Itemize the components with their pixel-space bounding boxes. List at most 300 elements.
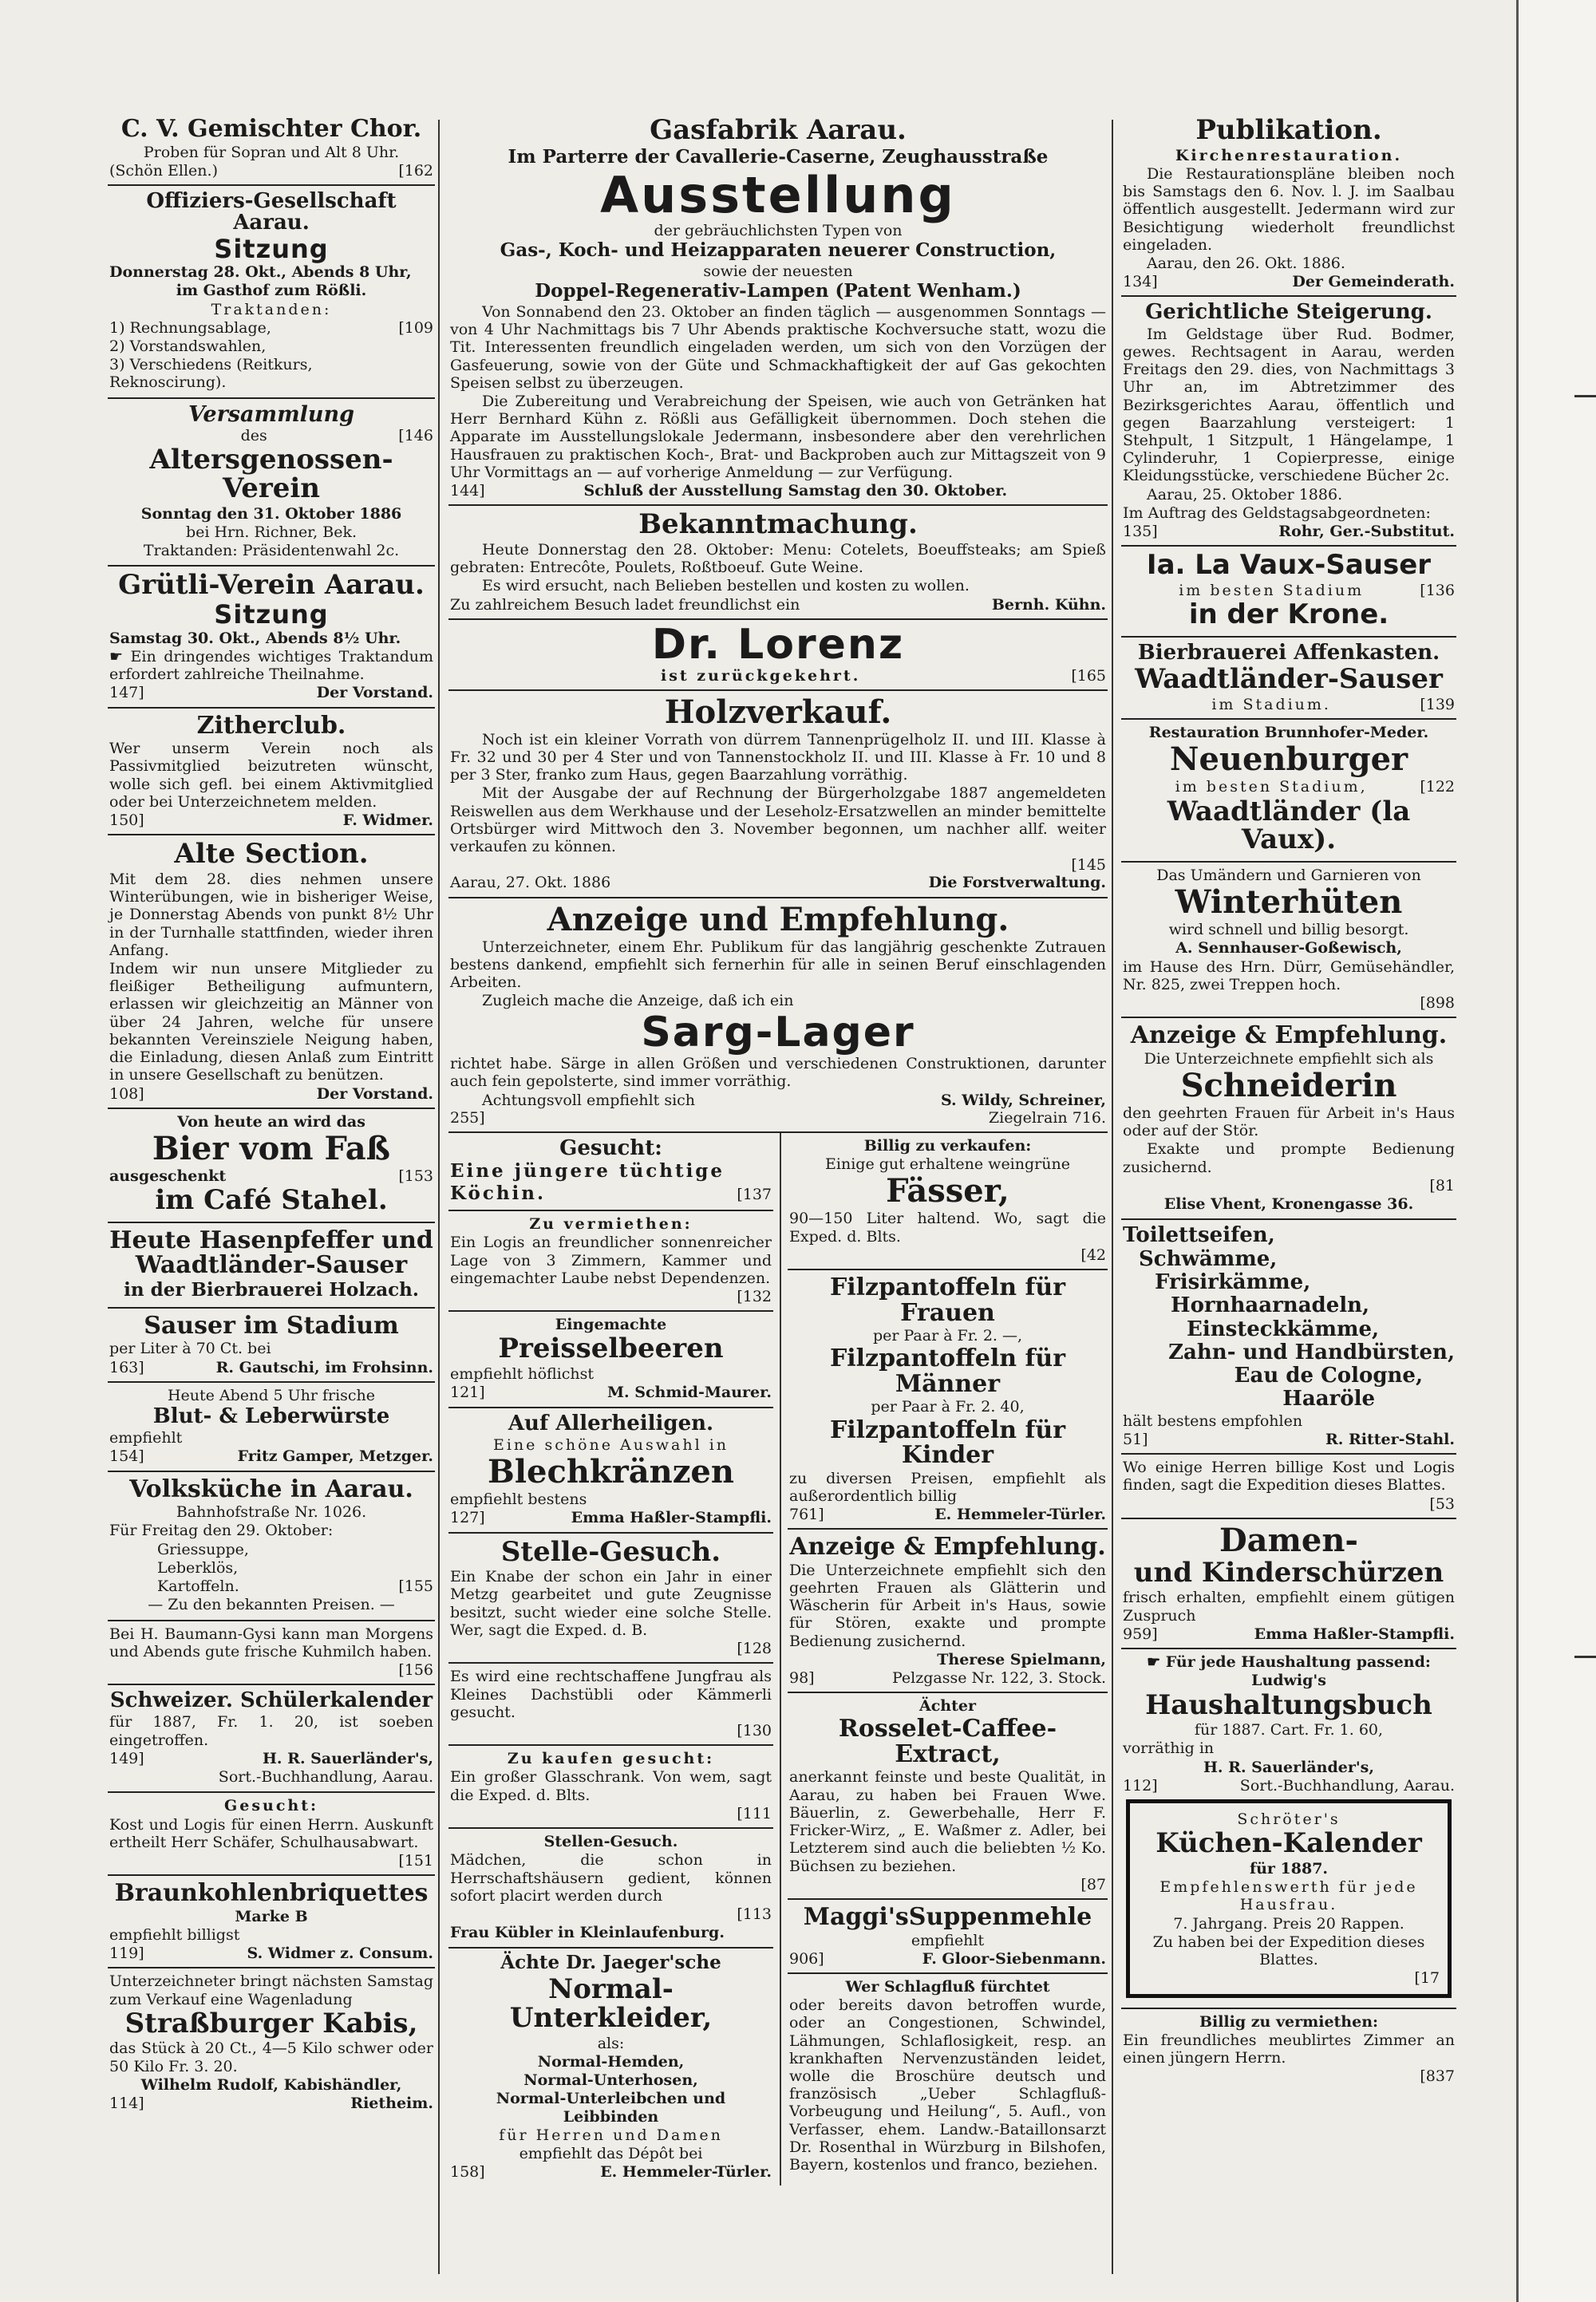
ad-headline: Sarg-Lager — [641, 1008, 915, 1056]
ad-text: Die Unterzeichnete empfiehlt sich als — [1144, 1049, 1434, 1068]
ad-text: Die Unterzeichnete empfiehlt sich den geehrten Frauen als Glätterin und Wäscherin für Arbeit in's Haus, sowie für Stören, exakte und prompte Bedienung zusichernd. — [789, 1561, 1106, 1650]
ad-signature: E. Hemmeler-Türler. — [934, 1506, 1106, 1523]
ad-text: Mädchen, die schon in Herrschaftshäusern gedient, können sofort placirt werden durch — [450, 1851, 772, 1905]
ad-caffee-extract — [788, 1693, 1108, 1900]
ad-heading: Billig zu verkaufen: — [863, 1137, 1032, 1155]
ad-text: ist zurückgekehrt. — [661, 666, 861, 685]
ad-number: 149] — [109, 1749, 144, 1767]
ad-number: [162 — [398, 161, 433, 180]
ad-text: 7. Jahrgang. Preis 20 Rappen. — [1173, 1914, 1404, 1933]
ad-text: Pelzgasse Nr. 122, 3. Stock. — [891, 1669, 1106, 1688]
ad-winterhueten — [1121, 863, 1456, 1018]
ad-briquettes — [108, 1876, 435, 1968]
ad-text: per Liter à 70 Ct. bei — [109, 1340, 271, 1358]
ad-signature: Elise Vhent, Kronengasse 36. — [1163, 1195, 1414, 1214]
ad-title: Blechkränzen — [488, 1453, 734, 1491]
ad-text: für Herren und Damen — [499, 2126, 723, 2144]
ad-signature: Wilhelm Rudolf, Kabishändler, — [140, 2075, 402, 2094]
ad-text: sowie der neuesten — [703, 262, 853, 280]
ad-bier — [108, 1109, 435, 1223]
ad-faesser — [788, 1133, 1108, 1270]
ad-text: im besten Stadium, — [1175, 778, 1368, 796]
ad-text: Im Geldstage über Rud. Bodmer, gewes. Rechtsagent in Aarau, werden Freitags den 29. dies, von Nachmittags 3 Uhr an, im Abtretzimmer des Bezirksgerichtes Aarau, öffentlich und gegen Baarzahlung versteigert: 1 Stehpult, 1 Sitzpult, 1 Hängelampe, 1 Cylinderuhr, 1 Copierpresse, einige Kleidungsstücke, verschiedene Bücher 2c. — [1123, 325, 1455, 485]
ad-number: [139 — [1420, 695, 1455, 713]
ad-text: Ächte Dr. Jaeger'sche — [500, 1952, 721, 1974]
ad-number: [153 — [398, 1167, 433, 1185]
ad-title: Braunkohlenbriquettes — [114, 1879, 429, 1908]
ad-leberwurst — [108, 1383, 435, 1472]
ad-title: Schwämme, — [1139, 1246, 1278, 1271]
ad-text: im Stadium. — [1211, 695, 1331, 713]
column-middle — [448, 112, 1108, 2282]
ad-text: per Paar à Fr. 2. —, — [872, 1327, 1023, 1345]
ad-vaux-sauser — [1121, 547, 1456, 638]
ad-affenkasten — [1121, 638, 1456, 720]
adjacent-page-edge — [1516, 0, 1596, 2302]
column-left — [108, 112, 435, 2282]
ad-title: Alte Section. — [174, 838, 369, 871]
ad-text: im Gasthof zum Rößli. — [176, 282, 367, 300]
ad-number: [151 — [398, 1851, 433, 1870]
ad-text: Kost und Logis für einen Herrn. Auskunft ertheilt Herr Schäfer, Schulhausabwart. — [109, 1815, 433, 1851]
ad-text: Marke B — [235, 1907, 308, 1925]
ad-text: anerkannt feinste und beste Qualität, in Aarau, zu haben bei Frauen Wwe. Bäuerlin, z. Gewerbehalle, Herr F. Fricker-Wirz, „ E. Waßmer z. Adler, bei Letzterem sind auch die beliebten ½ Ko. Büchsen zu beziehen. — [789, 1768, 1106, 1875]
ad-text: Mit der Ausgabe der auf Rechnung der Bürgerholzgabe 1887 angemeldeten Reiswellen aus dem Werkhause und der Leseholz-Ersatzwellen an minder bemittelte Ortsbürger wird Mittwoch den 3. November begonnen, um nachher allf. weiter verkaufen zu können. — [450, 784, 1106, 856]
ad-number: [17 — [1414, 1969, 1440, 1988]
ad-text: Ein Knabe der schon ein Jahr in einer Metzg gearbeitet und gute Zeugnisse besitzt, sucht wieder eine solche Stelle. Wer, sagt die Exped. d. B. — [450, 1568, 772, 1639]
ad-number: [156 — [398, 1660, 433, 1679]
ad-number: 761] — [789, 1506, 824, 1523]
ad-number: [130 — [737, 1721, 772, 1739]
ad-text: Köchin. — [450, 1183, 547, 1205]
ad-number: 119] — [109, 1945, 144, 1963]
ad-text: Aarau, 27. Okt. 1886 — [450, 874, 611, 892]
ad-signature: S. Wildy, Schreiner, — [940, 1091, 1106, 1109]
ad-number: 154] — [109, 1447, 144, 1466]
ad-number: [898 — [1420, 994, 1455, 1013]
ad-heading: Versammlung — [188, 401, 355, 427]
ad-text: Indem wir nun unsere Mitglieder zu fleißiger Betheiligung aufmuntern, erlassen wir gleichzeitig an Männer von über 24 Jahren, welche für unsere bekannten Vereinsziele Neigung haben, die Einladung, diesen Anlaß zum Eintritt in unsere Gesellschaft zu benützen. — [109, 960, 433, 1084]
divider — [1574, 395, 1596, 397]
ad-text: Zu zahlreichem Besuch ladet freundlichst ein — [450, 595, 800, 614]
ad-kost-logis — [1121, 1455, 1456, 1519]
ad-filzpantoffeln — [788, 1270, 1108, 1530]
ad-number: [111 — [737, 1804, 772, 1822]
ad-signature: F. Gloor-Siebenmann. — [922, 1949, 1106, 1968]
ad-text: Es wird eine rechtschaffene Jungfrau als Kleines Dachstübli oder Kämmerli gesucht. — [450, 1668, 772, 1721]
ad-text: Doppel-Regenerativ-Lampen (Patent Wenham.) — [535, 280, 1021, 302]
ad-text: Traktanden: Präsidentenwahl 2c. — [143, 542, 400, 560]
ad-text: Leberklös, — [157, 1558, 239, 1577]
ad-number: [146 — [398, 427, 433, 445]
ad-text: Eine jüngere tüchtige — [450, 1160, 725, 1183]
ad-number: 147] — [109, 684, 144, 702]
ad-versammlung — [108, 399, 435, 567]
ad-text: zu diversen Preisen, empfiehlt als außerordentlich billig — [789, 1469, 1106, 1505]
ad-text: Eine schöne Auswahl in — [492, 1435, 729, 1454]
ad-text: Wer unserm Verein noch als Passivmitglied beizutreten wünscht, wolle sich gefl. bei einem Aktivmitglied oder bei Unterzeichnetem melden. — [109, 740, 433, 811]
ad-text: Normal-Hemden, — [537, 2052, 685, 2071]
ad-schlagfluss — [788, 1974, 1108, 2179]
ad-signature: Rohr, Ger.-Substitut. — [1278, 523, 1455, 541]
ad-signature: Therese Spielmann, — [937, 1650, 1106, 1668]
ad-title: im Café Stahel. — [155, 1184, 388, 1217]
ad-normalunterkleider — [448, 1949, 773, 2186]
ad-title: Küchen-Kalender — [1156, 1827, 1422, 1860]
ad-text: Griessuppe, — [157, 1540, 249, 1558]
ad-number: [53 — [1429, 1495, 1455, 1513]
ad-title: Zitherclub. — [196, 711, 346, 740]
ad-title: Ia. La Vaux-Sauser — [1146, 549, 1432, 582]
ad-heading: Gesucht: — [224, 1797, 318, 1815]
ad-signature: Fritz Gamper, Metzger. — [237, 1447, 433, 1466]
ad-text: der gebräuchlichsten Typen von — [654, 221, 903, 239]
ad-title: Normal-Unterkleider, — [509, 1973, 713, 2034]
ad-number: 959] — [1123, 1625, 1158, 1643]
ad-number: [87 — [1080, 1875, 1106, 1893]
ad-signature: Bernh. Kühn. — [991, 595, 1106, 614]
ad-signature: Die Forstverwaltung. — [928, 874, 1106, 892]
ad-text: als: — [597, 2034, 625, 2052]
ad-text: ausgeschenkt — [109, 1167, 227, 1185]
ad-bekanntmachung — [448, 506, 1108, 620]
divider — [1574, 1656, 1596, 1658]
ad-text: Traktanden: — [211, 300, 332, 318]
ad-title: C. V. Gemischter Chor. — [120, 115, 422, 143]
ad-title: Preisselbeeren — [498, 1333, 724, 1365]
ad-text: Sort.-Buchhandlung, Aarau. — [1239, 1776, 1455, 1795]
ad-title: Filzpantoffeln für Kinder — [829, 1416, 1066, 1470]
ad-title: Holzverkauf. — [664, 693, 892, 731]
ad-title: Blut- & Leberwürste — [152, 1404, 390, 1428]
ad-text: wird schnell und billig besorgt. — [1168, 921, 1409, 939]
ad-heading: Stellen-Gesuch. — [543, 1833, 678, 1851]
ad-text: Schröter's — [1237, 1810, 1341, 1829]
ad-number: [136 — [1420, 582, 1455, 600]
ad-title: Anzeige und Empfehlung. — [547, 900, 1009, 938]
ad-chor — [108, 112, 435, 186]
ad-title: Gerichtliche Steigerung. — [1145, 300, 1432, 325]
ad-heading: Sitzung — [214, 233, 329, 264]
ad-heading: Billig zu vermiethen: — [1199, 2012, 1379, 2031]
ad-signature: Emma Haßler-Stampfli. — [1254, 1625, 1455, 1643]
ad-text: Ludwig's — [1251, 1672, 1326, 1690]
ad-title: Schneiderin — [1180, 1067, 1397, 1104]
ad-title: Bekanntmachung. — [638, 508, 918, 541]
ad-text: Ziegelrain 716. — [988, 1108, 1106, 1127]
ad-title: Filzpantoffeln für Männer — [829, 1344, 1066, 1398]
ad-title: Frisirkämme, — [1155, 1269, 1311, 1294]
ad-number: 135] — [1123, 523, 1158, 541]
ad-number: [113 — [737, 1905, 772, 1923]
ad-title: Publikation. — [1195, 114, 1382, 146]
ad-zimmer — [1121, 2009, 1456, 2091]
ad-signature: H. R. Sauerländer's, — [262, 1749, 433, 1767]
ad-text: Ein freundliches meublirtes Zimmer an einen jüngern Herrn. — [1123, 2031, 1455, 2067]
column-rule-right — [1112, 120, 1113, 2274]
ad-title: Gasfabrik Aarau. — [650, 114, 907, 146]
ad-number: 134] — [1123, 273, 1158, 291]
ad-text: das Stück à 20 Ct., 4—5 Kilo schwer oder 50 Kilo Fr. 3. 20. — [109, 2039, 433, 2075]
ad-title: Bier vom Faß — [152, 1129, 391, 1167]
ad-toilettseifen — [1121, 1220, 1456, 1455]
ad-text: Normal-Unterhosen, — [523, 2071, 698, 2090]
ad-text: empfiehlt höflichst — [450, 1365, 595, 1384]
ad-title: Anzeige & Empfehlung. — [1130, 1021, 1448, 1050]
ad-signature: F. Widmer. — [342, 811, 433, 830]
ad-text: Schluß der Ausstellung Samstag den 30. Oktober. — [583, 482, 1008, 500]
ad-number: [165 — [1071, 666, 1106, 685]
ad-number: 114] — [109, 2095, 144, 2113]
ad-text: Samstag 30. Okt., Abends 8½ Uhr. — [109, 629, 401, 647]
ad-text: ☛ Ein dringendes wichtiges Traktandum erfordert zahlreiche Theilnahme. — [109, 647, 433, 684]
ad-text: oder bereits davon betroffen wurde, oder an Congestionen, Schwindel, Lähmungen, Schlaflosigkeit, resp. an krankhaften Nervenzuständen leidet, wolle die Broschüre deutsch und französisch „Ueber Schlagfluß-Vorbeugung und Heilung“, 5. Aufl., von Verfasser, ehem. Landw.-Bataillonsarzt Dr. Rosenthal in Würzburg in Bilshofen, Bayern, kostenlos und franco, beziehen. — [789, 1996, 1106, 2174]
ad-volkskueche — [108, 1472, 435, 1621]
ad-text: Unterzeichneter bringt nächsten Samstag zum Verkauf eine Wagenladung — [109, 1972, 433, 2008]
ad-title: Offiziers-Gesellschaft Aarau. — [146, 188, 397, 235]
ad-number: 150] — [109, 811, 144, 830]
ad-number: 158] — [450, 2163, 485, 2182]
ad-text: Wo einige Herren billige Kost und Logis finden, sagt die Expedition dieses Blattes. — [1123, 1459, 1455, 1495]
ad-heading: Zu vermiethen: — [529, 1215, 693, 1234]
ad-alte-section — [108, 835, 435, 1109]
ad-glasschrank — [448, 1746, 773, 1829]
ad-number: [145 — [1071, 856, 1106, 875]
ad-schneiderin — [1121, 1018, 1456, 1220]
ad-text: Heute Donnerstag den 28. Oktober: Menu: Cotelets, Boeuffsteaks; am Spieß gebraten: Entrecôte, Poulets, Roßtboeuf. Gute Weine. — [450, 541, 1106, 577]
ad-text: Aarau, 25. Oktober 1886. — [1147, 485, 1343, 503]
ad-text: Bahnhofstraße Nr. 1026. — [176, 1503, 367, 1522]
ad-title: Grütli-Verein Aarau. — [118, 569, 425, 602]
column-right — [1121, 112, 1456, 2282]
ad-title: Rosselet-Caffee-Extract, — [838, 1715, 1057, 1768]
ad-title: Anzeige & Empfehlung. — [789, 1533, 1106, 1562]
ad-title: Waadtländer-Sauser — [1135, 663, 1443, 696]
ad-text: für 1887. Cart. Fr. 1. 60, — [1194, 1721, 1384, 1739]
ad-text: 1) Rechnungsablage, — [109, 318, 271, 337]
ad-number: [137 — [737, 1186, 772, 1204]
ad-koechin — [448, 1133, 773, 1211]
ad-title: Straßburger Kabis, — [124, 2007, 418, 2039]
ad-heading: Bierbrauerei Affenkasten. — [1137, 640, 1440, 665]
ad-number: [128 — [737, 1640, 772, 1658]
ad-kabis — [108, 1968, 435, 2117]
ad-text: Sort.-Buchhandlung, Aarau. — [218, 1768, 433, 1787]
ad-text: Bei H. Baumann-Gysi kann man Morgens und Abends gute frische Kuhmilch haben. — [109, 1625, 433, 1660]
ad-text: frisch erhalten, empfiehlt einem gütigen Zuspruch — [1123, 1589, 1455, 1625]
ad-publikation — [1121, 112, 1456, 297]
ad-signature: Der Vorstand. — [316, 1084, 433, 1103]
ad-text: 3) Verschiedens (Reitkurs, Reknoscirung). — [109, 356, 313, 392]
ad-title: Volksküche in Aarau. — [129, 1475, 413, 1503]
ad-signature: R. Ritter-Stahl. — [1325, 1430, 1455, 1448]
ad-number: 127] — [450, 1509, 485, 1527]
ad-number: [81 — [1429, 1176, 1455, 1194]
ad-text: für 1887, Fr. 1. 20, ist soeben eingetroffen. — [109, 1713, 433, 1749]
ad-title: Heute Hasenpfeffer und Waadtländer-Sauser — [109, 1226, 433, 1280]
ad-number: 163] — [109, 1358, 144, 1376]
ad-holzverkauf — [448, 691, 1108, 898]
ad-title: Schweizer. Schülerkalender — [109, 1688, 433, 1713]
ad-text: Im Parterre der Cavallerie-Caserne, Zeughausstraße — [508, 145, 1049, 168]
ad-kuechenkalender-box — [1126, 1799, 1452, 1997]
ad-heading: Sitzung — [214, 599, 329, 630]
ad-text: Ächter — [919, 1697, 976, 1716]
ad-text: Donnerstag 28. Okt., Abends 8 Uhr, — [109, 263, 412, 282]
ad-text: 90—150 Liter haltend. Wo, sagt die Exped. d. Blts. — [789, 1210, 1106, 1246]
ad-title: Filzpantoffeln für Frauen — [829, 1273, 1066, 1327]
ad-signature: Der Vorstand. — [316, 684, 433, 702]
ad-text: Von heute an wird das — [177, 1112, 365, 1131]
ad-text: Gas-, Koch- und Heizapparaten neuerer Construction, — [500, 239, 1057, 261]
ad-title: Toilettseifen, — [1123, 1223, 1275, 1248]
ad-text: Für Freitag den 29. Oktober: — [109, 1522, 334, 1540]
ad-offiziers — [108, 186, 435, 399]
ad-gasfabrik — [448, 112, 1108, 506]
ad-signature: M. Schmid-Maurer. — [607, 1384, 772, 1402]
ad-title: Damen- — [1219, 1521, 1359, 1559]
ad-text: Unterzeichneter, einem Ehr. Publikum für das langjährig geschenkte Zutrauen bestens dankend, empfiehlt sich fernerhin für alle in seinen Beruf einschlagenden Arbeiten. — [450, 938, 1106, 992]
ad-title: Waadtländer (la Vaux). — [1167, 795, 1411, 856]
ad-gesucht — [108, 1793, 435, 1876]
ad-number: [109 — [398, 318, 433, 337]
ad-text: Exakte und prompte Bedienung zusichernd. — [1123, 1140, 1455, 1176]
ad-signature: R. Gautschi, im Frohsinn. — [215, 1358, 433, 1376]
ad-number: 144] — [450, 482, 485, 500]
ad-title: Maggi'sSuppenmehle — [803, 1903, 1092, 1931]
ad-number: 51] — [1123, 1430, 1148, 1448]
ad-text: empfiehlt — [109, 1429, 183, 1447]
ad-title: Eau de Cologne, — [1234, 1364, 1423, 1388]
ad-text: empfiehlt bestens — [450, 1491, 587, 1509]
ad-number: 98] — [789, 1669, 815, 1688]
ad-neuenburger — [1121, 720, 1456, 863]
ad-title: Stelle-Gesuch. — [500, 1535, 721, 1568]
ad-jungfrau — [448, 1664, 773, 1746]
ad-text: Ein großer Glasschrank. Von wem, sagt die Exped. d. Blts. — [450, 1768, 772, 1804]
ad-text: (Schön Ellen.) — [109, 161, 218, 180]
column-rule-left — [438, 120, 440, 2274]
ad-logis — [448, 1211, 773, 1312]
ad-text: Aarau, den 26. Okt. 1886. — [1147, 255, 1345, 272]
ad-heading: Zu kaufen gesucht: — [507, 1750, 715, 1768]
ad-text: Mit dem 28. dies nehmen unsere Winterübungen, wie in bisheriger Weise, je Donnerstag Abends von punkt 8½ Uhr in der Turnhalle stattfinden, wieder ihren Anfang. — [109, 870, 433, 959]
ad-preisselbeeren — [448, 1312, 773, 1408]
ad-signature: Der Gemeinderath. — [1292, 273, 1455, 291]
ad-heading: Wer Schlagfluß fürchtet — [845, 1977, 1050, 1996]
ad-number: 108] — [109, 1084, 144, 1103]
ad-text: Achtungsvoll empfiehlt sich — [482, 1091, 696, 1109]
ad-number: [42 — [1080, 1246, 1106, 1264]
ad-text: im besten Stadium — [1179, 582, 1365, 600]
ad-text: Proben für Sopran und Alt 8 Uhr. — [143, 143, 400, 161]
ad-number: 906] — [789, 1949, 824, 1968]
ad-text: Im Auftrag des Geldstagsabgeordneten: — [1123, 503, 1431, 522]
ad-heading: Kirchenrestauration. — [1175, 146, 1403, 164]
sub-column-left — [448, 1133, 781, 2186]
ad-text: in der Bierbrauerei Holzach. — [124, 1278, 419, 1301]
ad-gruetli — [108, 567, 435, 708]
ad-title: in der Krone. — [1188, 598, 1389, 631]
ad-text: Kartoffeln. — [157, 1577, 239, 1596]
ad-signature: Emma Haßler-Stampfli. — [571, 1509, 772, 1527]
ad-number: 112] — [1123, 1776, 1158, 1795]
ad-text: bei Hrn. Richner, Bek. — [185, 523, 358, 542]
ad-title: Fässer, — [886, 1172, 1009, 1210]
ad-text: Von Sonnabend den 23. Oktober an finden täglich — ausgenommen Sonntags — von 4 Uhr Nachmittags bis 7 Uhr Abends praktische Kochversuche statt, wozu die Tit. Interessenten freundlich eingeladen werden, um sich von den Vorzügen der Gasfeuerung, sowie von der Güte und Schmackhaftigkeit der auf Gas gekochten Speisen selbst zu überzeugen. — [450, 302, 1106, 392]
ad-number: [837 — [1420, 2067, 1455, 2086]
ad-haushaltungsbuch — [1121, 1649, 1456, 2008]
ad-text: Noch ist ein kleiner Vorrath von dürrem Tannenprügelholz II. und III. Klasse à Fr. 32 und 30 per 4 Ster und von Tannenstockholz II. und III. Klasse à Fr. 10 und 8 per 3 Ster, franko zum Haus, gegen Baarzahlung vorräthig. — [450, 730, 1106, 784]
ad-schuelerkalender — [108, 1685, 435, 1793]
sub-column-right — [781, 1133, 1108, 2186]
ad-headline: Dr. Lorenz — [651, 620, 905, 669]
ad-stelle-gesuch — [448, 1534, 773, 1664]
ad-number: 255] — [450, 1108, 485, 1127]
ad-kuhmilch — [108, 1621, 435, 1686]
ad-heading: Restauration Brunnhofer-Meder. — [1148, 724, 1429, 742]
ad-number: 121] — [450, 1384, 485, 1402]
ad-text: Zugleich mache die Anzeige, daß ich ein — [482, 992, 794, 1010]
ad-blechkraenze — [448, 1408, 773, 1534]
ad-signature: H. R. Sauerländer's, — [1203, 1758, 1374, 1776]
ad-text: Eingemachte — [555, 1316, 667, 1334]
ad-steigerung — [1121, 297, 1456, 547]
ad-text: vorräthig in — [1123, 1739, 1215, 1758]
ad-sarglager — [448, 898, 1108, 1133]
ad-title: Hornhaarnadeln, — [1171, 1293, 1370, 1318]
ad-title: Altersgenossen-Verein — [149, 444, 393, 505]
ad-text: Die Zubereitung und Verabreichung der Speisen, wie auch von Getränken hat Herr Bernhard Kühn z. Rößli aus Gefälligkeit übernommen. Doch stehen die Apparate im Ausstellungslokale Jedermann, insbesondere aber den verehrlichen Hausfrauen zu praktischen Koch-, Brat- und Backproben auch zur Mittagszeit von 9 Uhr Vormittags an — auf vorherige Anmeldung — zur Verfügung. — [450, 393, 1106, 481]
ad-text: den geehrten Frauen für Arbeit in's Haus oder auf der Stör. — [1123, 1104, 1455, 1140]
ad-heading: ☛ Für jede Haushaltung passend: — [1147, 1653, 1431, 1672]
ad-signature: Rietheim. — [350, 2095, 433, 2113]
ad-text: richtet habe. Särge in allen Größen und verschiedenen Construktionen, darunter auch fein gepolsterte, sind immer vorräthig. — [450, 1055, 1106, 1091]
ad-text: per Paar à Fr. 2. 40, — [871, 1398, 1025, 1416]
ad-title: Einsteckkämme, — [1187, 1317, 1380, 1341]
ad-text: Ein Logis an freundlicher sonnenreicher Lage von 3 Zimmern, Kammer und eingemachter Laube nebst Dependenzen. — [450, 1234, 772, 1287]
ad-text: empfiehlt das Dépôt bei — [519, 2144, 703, 2162]
ad-signature: Frau Kübler in Kleinlaufenburg. — [450, 1924, 725, 1942]
ad-text: Die Restaurationspläne bleiben noch bis Samstags den 6. Nov. l. J. im Saalbau öffentlich ausgestellt. Jedermann wird zur Besichtigung wiederholt freundlichst eingeladen. — [1123, 164, 1455, 254]
ad-sauser — [108, 1309, 435, 1383]
ad-text: für 1887. — [1249, 1860, 1329, 1878]
ad-lorenz — [448, 620, 1108, 691]
ad-signature: S. Widmer z. Consum. — [247, 1945, 433, 1963]
ad-text: Das Umändern und Garnieren von — [1156, 866, 1421, 884]
ad-glaetterin — [788, 1530, 1108, 1693]
ad-zitherclub — [108, 709, 435, 836]
ad-title: Haushaltungsbuch — [1145, 1688, 1432, 1721]
ad-title: Zahn- und Handbürsten, — [1168, 1340, 1455, 1364]
ad-signature: E. Hemmeler-Türler. — [600, 2163, 772, 2182]
ad-text: Einige gut erhaltene weingrüne — [825, 1155, 1070, 1174]
ad-text: Es wird ersucht, nach Belieben bestellen und kosten zu wollen. — [482, 577, 970, 595]
ad-text: Heute Abend 5 Uhr frische — [167, 1386, 376, 1404]
ad-headline: Ausstellung — [600, 165, 956, 224]
ad-number: [155 — [398, 1577, 433, 1596]
ad-text: 2) Vorstandswahlen, — [109, 338, 267, 355]
ad-number: [122 — [1420, 778, 1455, 796]
ad-text: Sonntag den 31. Oktober 1886 — [140, 504, 402, 523]
ad-text: — Zu den bekannten Preisen. — — [148, 1596, 395, 1614]
ad-number: [132 — [737, 1288, 772, 1306]
ad-heading: Auf Allerheiligen. — [508, 1411, 714, 1435]
ad-maggi — [788, 1900, 1108, 1974]
ad-text: hält bestens empfohlen — [1123, 1412, 1303, 1430]
ad-title: Haaröle — [1282, 1387, 1375, 1412]
ad-text: Normal-Unterleibchen und Leibbinden — [496, 2090, 726, 2126]
